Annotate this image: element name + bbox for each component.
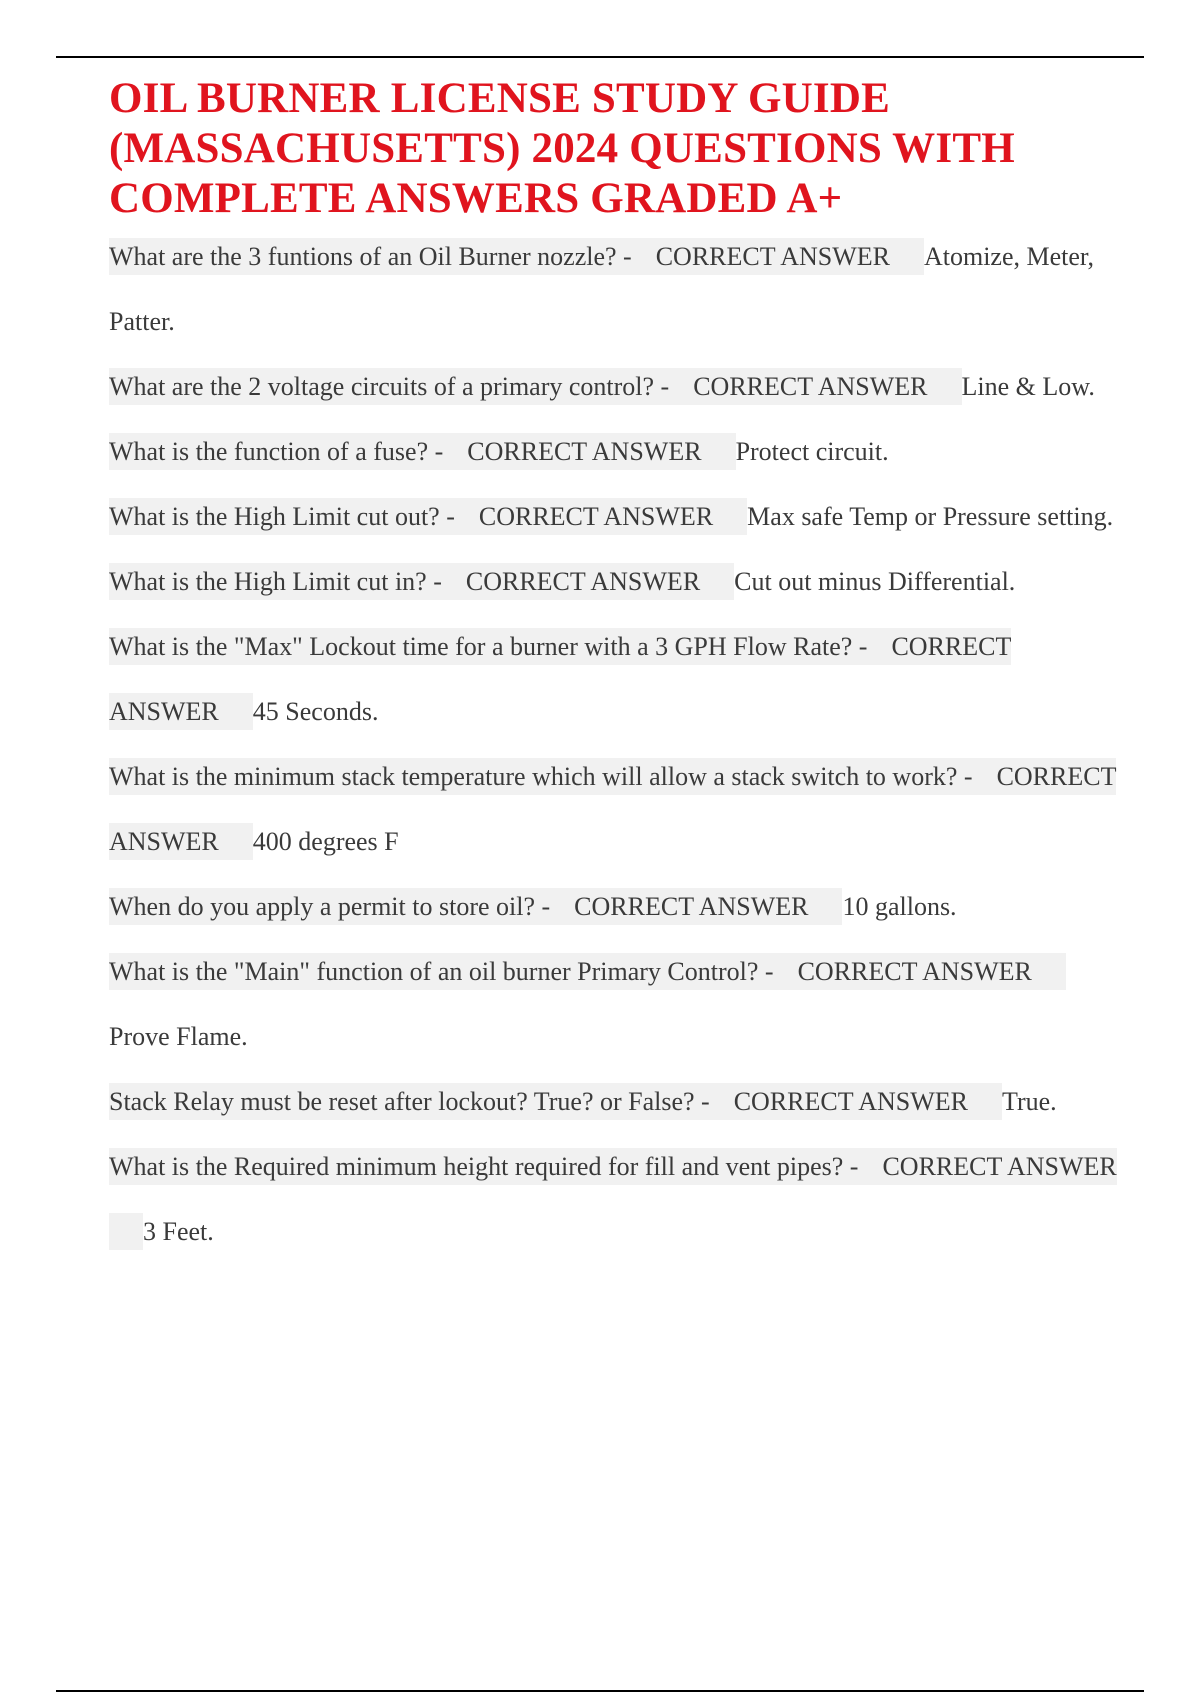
qa-highlight: [109, 888, 842, 925]
qa-item: [109, 874, 1119, 939]
answer-label: CORRECT ANSWER: [109, 632, 1011, 726]
qa-highlight: [109, 238, 924, 275]
answer-text: 10 gallons.: [842, 892, 957, 921]
answer-label: CORRECT ANSWER: [467, 437, 702, 466]
question-text: What is the Required minimum height required for fill and vent pipes? -: [109, 1152, 859, 1181]
answer-text: Protect circuit.: [735, 437, 889, 466]
qa-item: [109, 744, 1119, 874]
answer-label: CORRECT ANSWER: [478, 502, 714, 531]
qa-item: [109, 484, 1119, 549]
qa-item: [109, 354, 1119, 419]
answer-text: Max safe Temp or Pressure setting.: [747, 502, 1114, 531]
answer-label: CORRECT ANSWER: [655, 242, 890, 271]
document-body: [109, 74, 1119, 1264]
question-text: What is the minimum stack temperature which will allow a stack switch to work? -: [109, 762, 973, 791]
top-rule: [56, 56, 1144, 58]
qa-item: [109, 224, 1119, 354]
answer-text: Atomize, Meter, Patter.: [109, 242, 1095, 336]
qa-highlight: [109, 368, 962, 405]
answer-text: Cut out minus Differential.: [734, 567, 1016, 596]
qa-item: [109, 614, 1119, 744]
question-text: When do you apply a permit to store oil? -: [109, 892, 551, 921]
answer-text: 3 Feet.: [143, 1217, 214, 1246]
question-text: Stack Relay must be reset after lockout? True? or False? -: [109, 1087, 710, 1116]
answer-label: CORRECT ANSWER: [733, 1087, 968, 1116]
answer-label: CORRECT ANSWER: [574, 892, 809, 921]
question-text: What is the High Limit cut in? -: [109, 567, 442, 596]
question-text: What is the function of a fuse? -: [109, 437, 444, 466]
qa-highlight: [109, 953, 1066, 990]
answer-text: Prove Flame.: [109, 1022, 248, 1051]
answer-label: CORRECT ANSWER: [797, 957, 1032, 986]
answer-text: True.: [1002, 1087, 1057, 1116]
qa-highlight: [109, 1148, 1117, 1250]
qa-highlight: [109, 563, 734, 600]
answer-label: CORRECT ANSWER: [693, 372, 928, 401]
document-title: OIL BURNER LICENSE STUDY GUIDE (MASSACHUSETTS) 2024 QUESTIONS WITH COMPLETE ANSWERS GRADED A+: [109, 75, 1015, 222]
answer-label: CORRECT ANSWER: [882, 1152, 1117, 1181]
qa-highlight: [109, 498, 747, 535]
qa-highlight: [109, 628, 1011, 730]
answer-text: 45 Seconds.: [252, 697, 379, 726]
qa-list: [109, 224, 1119, 1264]
question-text: What is the High Limit cut out? -: [109, 502, 455, 531]
qa-item: [109, 1134, 1119, 1264]
qa-item: [109, 419, 1119, 484]
qa-highlight: [109, 433, 736, 470]
answer-text: 400 degrees F: [252, 827, 399, 856]
answer-text: Line & Low.: [961, 372, 1095, 401]
answer-label: CORRECT ANSWER: [465, 567, 701, 596]
qa-highlight: [109, 1083, 1002, 1120]
question-text: What are the 2 voltage circuits of a primary control? -: [109, 372, 670, 401]
qa-item: [109, 549, 1119, 614]
question-text: What are the 3 funtions of an Oil Burner nozzle? -: [109, 242, 632, 271]
question-text: What is the "Main" function of an oil burner Primary Control? -: [109, 957, 774, 986]
bottom-rule: [56, 1690, 1144, 1692]
qa-item: [109, 1069, 1119, 1134]
answer-label: CORRECT ANSWER: [109, 762, 1116, 856]
question-text: What is the "Max" Lockout time for a burner with a 3 GPH Flow Rate? -: [109, 632, 868, 661]
qa-item: [109, 939, 1119, 1069]
